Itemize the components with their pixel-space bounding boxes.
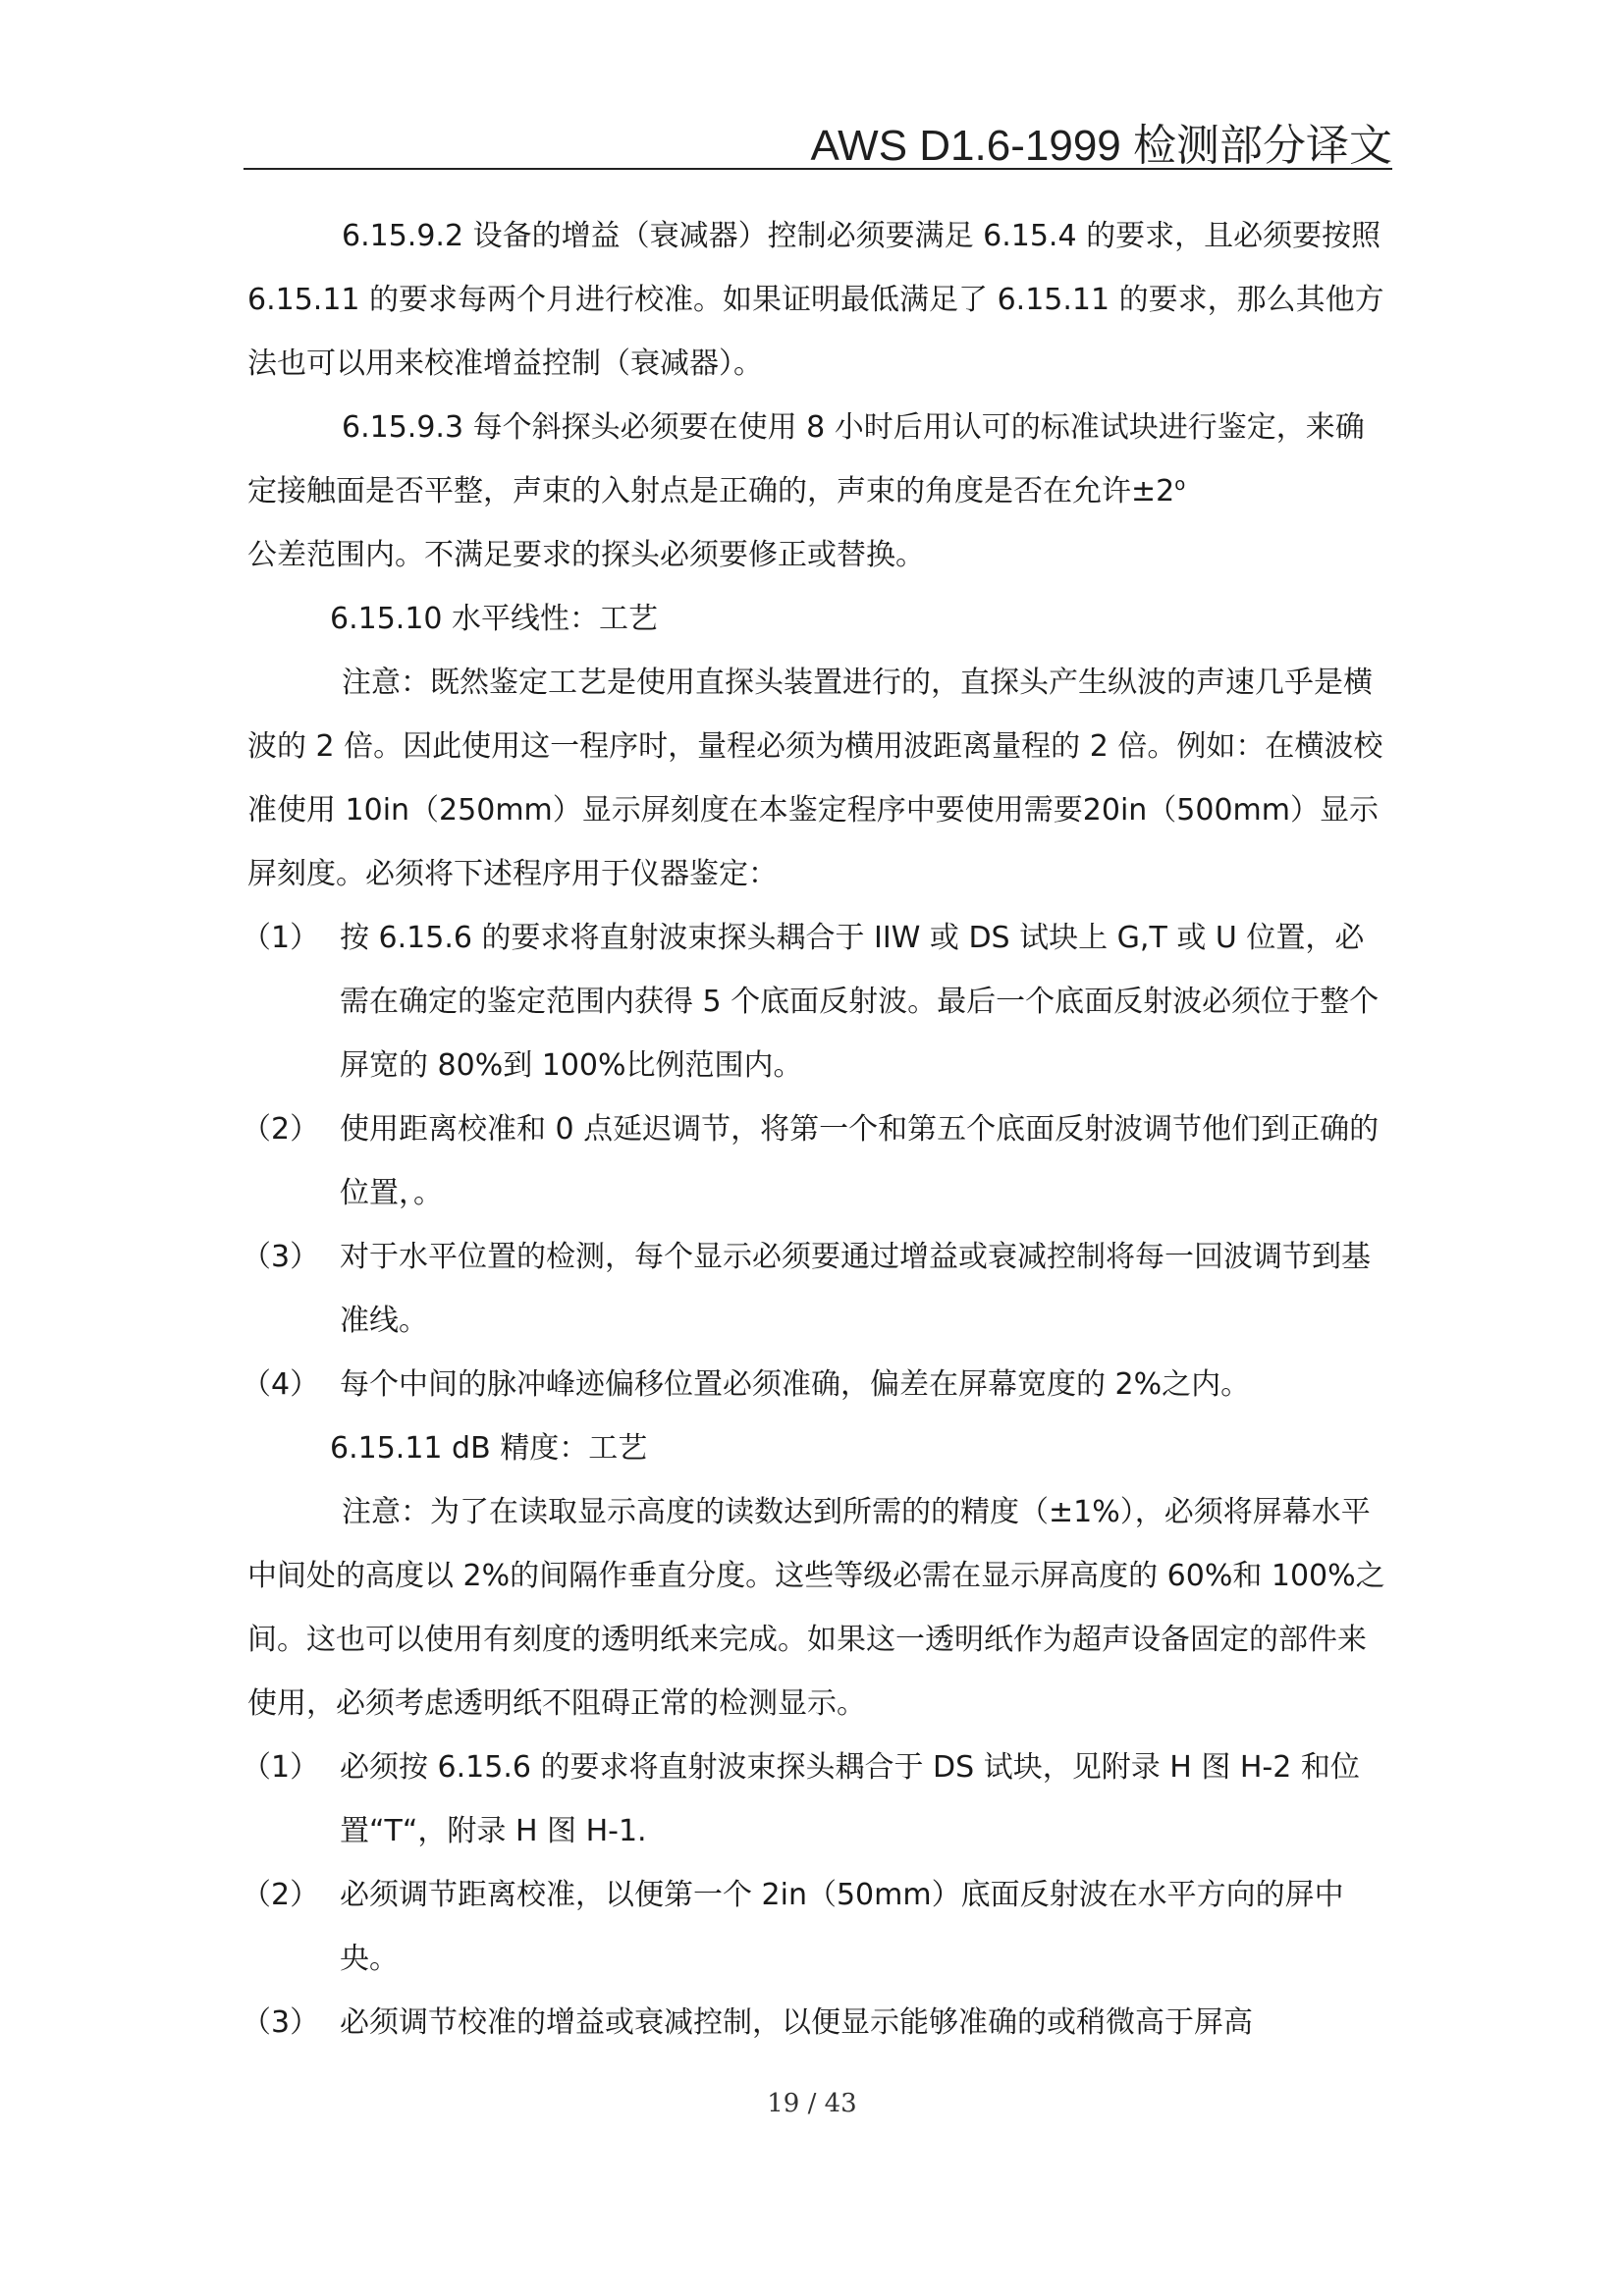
list-item	[242, 1225, 1392, 1353]
page-number: 19 / 43	[767, 2089, 857, 2118]
paragraph-6-15-9-3	[247, 396, 1392, 587]
list-item-text: 必须按 6.15.6 的要求将直射波束探头耦合于 DS 试块，见附录 H 图 H-2 和位置“T“，附录 H 图 H-1.	[340, 1750, 1360, 1848]
list-item	[242, 1735, 1392, 1863]
list-item	[242, 1353, 1392, 1416]
procedure-list-db-accuracy	[242, 1735, 1392, 2055]
list-item-number: （2）	[242, 1878, 320, 1912]
document-body	[242, 204, 1392, 2055]
list-item	[242, 906, 1392, 1097]
paragraph-6-15-9-2: 6.15.9.2 设备的增益（衰减器）控制必须要满足 6.15.4 的要求，且必须要按照 6.15.11 的要求每两个月进行校准。如果证明最低满足了 6.15.11 的要求，那么其他方法也可以用来校准增益控制（衰减器）。	[247, 219, 1384, 381]
list-item-number: （3）	[242, 2005, 320, 2040]
running-header: AWS D1.6-1999 检测部分译文	[810, 122, 1392, 170]
list-item-text: 对于水平位置的检测，每个显示必须要通过增益或衰减控制将每一回波调节到基准线。	[340, 1240, 1371, 1338]
section-heading-6-15-10: 6.15.10 水平线性：工艺	[330, 602, 659, 636]
list-item	[242, 1991, 1392, 2055]
section-heading-6-15-11: 6.15.11 dB 精度：工艺	[330, 1431, 648, 1466]
list-item-text: 每个中间的脉冲峰迹偏移位置必须准确，偏差在屏幕宽度的 2%之内。	[340, 1367, 1251, 1402]
note-horizontal-linearity: 注意：既然鉴定工艺是使用直探头装置进行的，直探头产生纵波的声速几乎是横波的 2 倍。因此使用这一程序时，量程必须为横用波距离量程的 2 倍。例如：在横波校准使用 10in（250mm）显示屏刻度在本鉴定程序中要使用需要20in（500mm）显示屏刻度。必须将下述程序用于仪器鉴定：	[247, 666, 1383, 891]
list-item	[242, 1097, 1392, 1225]
list-item-number: （2）	[242, 1112, 320, 1147]
list-item-number: （4）	[242, 1367, 320, 1402]
list-item-text: 按 6.15.6 的要求将直射波束探头耦合于 IIW 或 DS 试块上 G,T 或 U 位置，必需在确定的鉴定范围内获得 5 个底面反射波。最后一个底面反射波必须位于整个屏宽的 80%到 100%比例范围内。	[340, 921, 1380, 1083]
note-db-accuracy: 注意：为了在读取显示高度的读数达到所需的的精度（±1%），必须将屏幕水平中间处的高度以 2%的间隔作垂直分度。这些等级必需在显示屏高度的 60%和 100%之间。这也可以使用有刻度的透明纸来完成。如果这一透明纸作为超声设备固定的部件来使用，必须考虑透明纸不阻碍正常的检测显示。	[247, 1495, 1385, 1721]
list-item	[242, 1863, 1392, 1991]
paragraph-6-15-9-3-text: 6.15.9.3 每个斜探头必须要在使用 8 小时后用认可的标准试块进行鉴定，来确定接触面是否平整，声束的入射点是正确的，声束的角度是否在允许±2	[247, 410, 1365, 508]
list-item-text: 必须调节校准的增益或衰减控制，以便显示能够准确的或稍微高于屏高	[340, 2005, 1253, 2040]
list-item-text: 必须调节距离校准，以便第一个 2in（50mm）底面反射波在水平方向的屏中央。	[340, 1878, 1344, 1976]
list-item-number: （3）	[242, 1240, 320, 1274]
list-item-number: （1）	[242, 921, 320, 955]
procedure-list-horizontal-linearity	[242, 906, 1392, 1416]
paragraph-6-15-9-3-end: 公差范围内。不满足要求的探头必须要修正或替换。	[247, 538, 925, 572]
header-divider	[244, 168, 1392, 170]
list-item-text: 使用距离校准和 0 点延迟调节，将第一个和第五个底面反射波调节他们到正确的位置，。	[340, 1112, 1380, 1210]
degree-superscript: o	[1174, 474, 1186, 495]
list-item-number: （1）	[242, 1750, 320, 1785]
